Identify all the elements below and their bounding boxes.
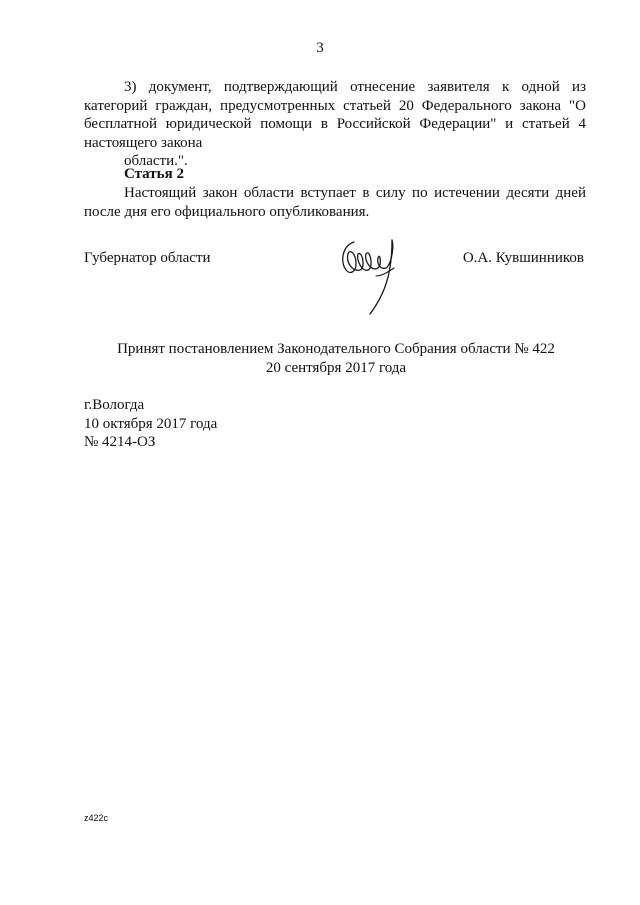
law-number: № 4214-ОЗ bbox=[84, 434, 156, 450]
handwritten-signature bbox=[336, 232, 406, 318]
adoption-note bbox=[0, 340, 640, 377]
adoption-line-2: 20 сентября 2017 года bbox=[265, 359, 407, 376]
place-date-block bbox=[84, 396, 217, 452]
footer-code: z422c bbox=[84, 813, 109, 823]
article-2-text: Настоящий закон области вступает в силу по истечении десяти дней после дня его официального опубликования. bbox=[84, 185, 586, 220]
item-3-last-line: области.". bbox=[124, 153, 188, 169]
city: г.Вологда bbox=[84, 397, 145, 413]
adoption-line-1: Принят постановлением Законодательного Собрания области № 422 bbox=[117, 341, 555, 357]
item-3-paragraph bbox=[84, 78, 586, 171]
date: 10 октября 2017 года bbox=[84, 415, 218, 432]
governor-name: О.А. Кувшинников bbox=[462, 250, 584, 266]
page-number: 3 bbox=[316, 40, 324, 56]
item-3-text: 3) документ, подтверждающий отнесение заявителя к одной из категорий граждан, предусмотренных статьей 20 Федерального закона "О бесплатной юридической помощи в Российской Федерации" и статьей 4 настоящего закона bbox=[84, 79, 586, 151]
governor-title: Губернатор области bbox=[84, 250, 211, 266]
article-2-heading: Статья 2 bbox=[124, 166, 184, 182]
